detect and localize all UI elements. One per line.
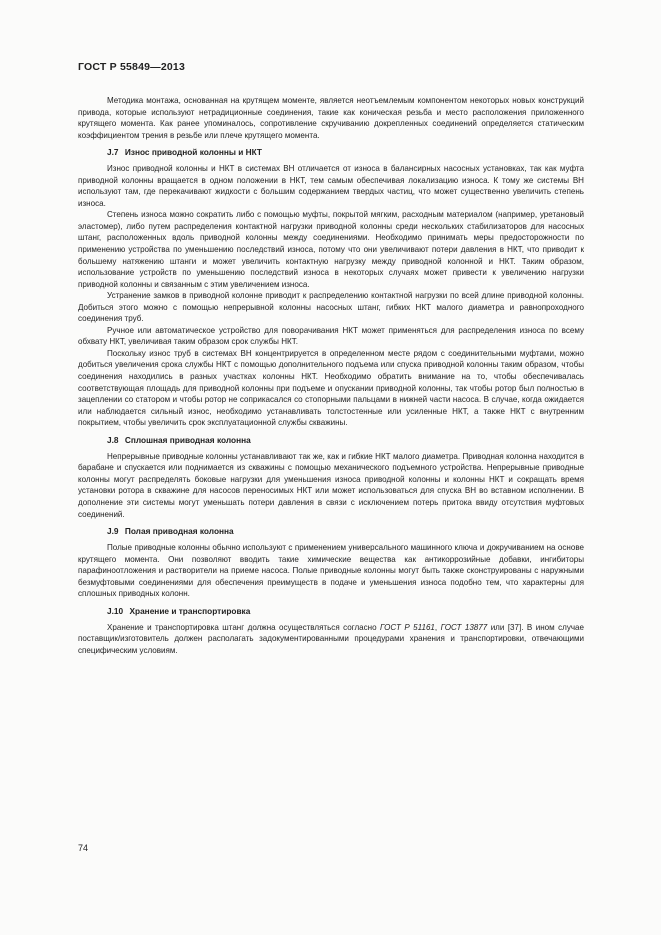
section-heading-j10 [107,606,584,617]
storage-paragraph [78,622,584,657]
intro-paragraph: Методика монтажа, основанная на крутящем моменте, является неотъемлемым компонентом некоторых новых конструкций привода, которые используют нетрадиционные соединения, такие как коническая резьба и место расположения приложенного крутящего момента. Как ранее упоминалось, сопротивление скручиванию докрепленных соединений определяется статическим коэффициентом трения в резьбе или плече крутящего момента. [78,96,584,140]
section-title: Полая приводная колонна [124,526,234,537]
text-run: Хранение и транспортировка штанг должна осуществляться согласно [107,622,381,632]
text-run: или [37]. В ином случае поставщик/изготовитель должен располагать задокументированными процедурами хранения и транспортировки, отвечающими специфическим условиям. [78,622,584,655]
section-title: Хранение и транспортировка [129,605,251,616]
document-body [78,95,584,656]
section-number: J.10 [107,605,124,616]
paragraph: Устранение замков в приводной колонне приводит к распределению контактной нагрузки по всей длине приводной колонны. Добиться этого можно с помощью непрерывной колонны насосных штанг, гибких НКТ малого диаметра и равнопроходного соединения труб. [78,291,584,324]
standard-reference: ГОСТ 13877 [440,622,488,632]
paragraph: Полые приводные колонны обычно используют с применением универсального машинного ключа и докручиванием на основе крутящего момента. Они позволяют вводить такие химические вещества как антикоррозийные добавки, ингибиторы парафиноотложения и растворители на приеме насоса. Полые приводные колонны могут быть также сконструированы с наружными безмуфтовыми соединениями для обеспечения преимуществ в подаче и уменьшения износа подобно тем, что характерны для сплошных приводных колонн. [78,543,584,599]
section-heading-j9 [107,526,584,537]
text-run: , [434,622,441,632]
paragraph: Износ приводной колонны и НКТ в системах ВН отличается от износа в балансирных насосных установках, так как муфта приводной колонны вращается в одном положении в НКТ, тем самым обеспечивая локализацию износа. К тому же системы ВН используют там, где перекачивают жидкости с большим содержанием твердых частиц, что может существенно увеличить степень износа. [78,164,584,208]
section-title: Износ приводной колонны и НКТ [124,147,263,158]
paragraph: Поскольку износ труб в системах ВН концентрируется в определенном месте рядом с соединительными муфтами, можно добиться увеличения срока службы НКТ с помощью дополнительного подъема или спуска приводной колонны таким образом, чтобы соединения находились в разных участках колонны НКТ. Необходимо обратить внимание на то, чтобы обеспечивалась соответствующая площадь для приводной колонны при подъеме и опускании приводной колонны, так чтобы ротор был полностью в зацеплении со статором и чтобы ротор не соприкасался со стопорными пальцами в нижней части насоса. В случае, когда ожидается или наблюдается сильный износ, необходимо устанавливать толстостенные или усиленные НКТ, а также НКТ с внутренним покрытием, чтобы увеличить срок эксплуатационной службы скважины. [78,348,584,428]
section-heading-j7 [107,147,584,158]
section-heading-j8 [107,435,584,446]
paragraph: Степень износа можно сократить либо с помощью муфты, покрытой мягким, расходным материалом (например, уретановый эластомер), либо путем распределения контактной нагрузки приводной колонны среди нескольких стабилизаторов для насосных штанг, расположенных вдоль приводной колонны между соединениями. Необходимо принимать меры предосторожности по применению устройства по уменьшению последствий износа, потому что они увеличивают потери давления в НКТ, что приводит к большему натяжению штанги и может увеличить контактную нагрузку между приводной колонной и НКТ. Таким образом, использование устройств по уменьшению последствий износа в некоторых случаях может привести к увеличению нагрузки приводной колонны и связанным с этим увеличением износа. [78,210,584,289]
page-number: 74 [78,843,89,853]
document-id-header: ГОСТ Р 55849—2013 [78,61,186,73]
section-title: Сплошная приводная колонна [124,434,251,445]
section-number: J.8 [107,434,119,445]
section-number: J.7 [107,147,119,158]
section-number: J.9 [107,526,119,537]
paragraph: Непрерывные приводные колонны устанавливают так же, как и гибкие НКТ малого диаметра. Приводная колонна находится в барабане и спускается или поднимается из скважины с помощью механического подъемного устройства. Непрерывные приводные колонны могут распределять боковые нагрузки для уменьшения износа приводной колонны и колонны НКТ и сокращать время установки ротора в скважине для насосов переносимых НКТ или может использоваться для спуска ВН во вставном исполнении. В дополнение эти системы могут уменьшать потери давления в связи с исключением потерь притока ввиду отсутствия муфтовых соединений. [78,451,584,519]
paragraph: Ручное или автоматическое устройство для поворачивания НКТ может применяться для распределения износа по всему обхвату НКТ, увеличивая таким образом срок службы НКТ. [78,325,584,347]
standard-reference: ГОСТ Р 51161 [380,622,435,632]
